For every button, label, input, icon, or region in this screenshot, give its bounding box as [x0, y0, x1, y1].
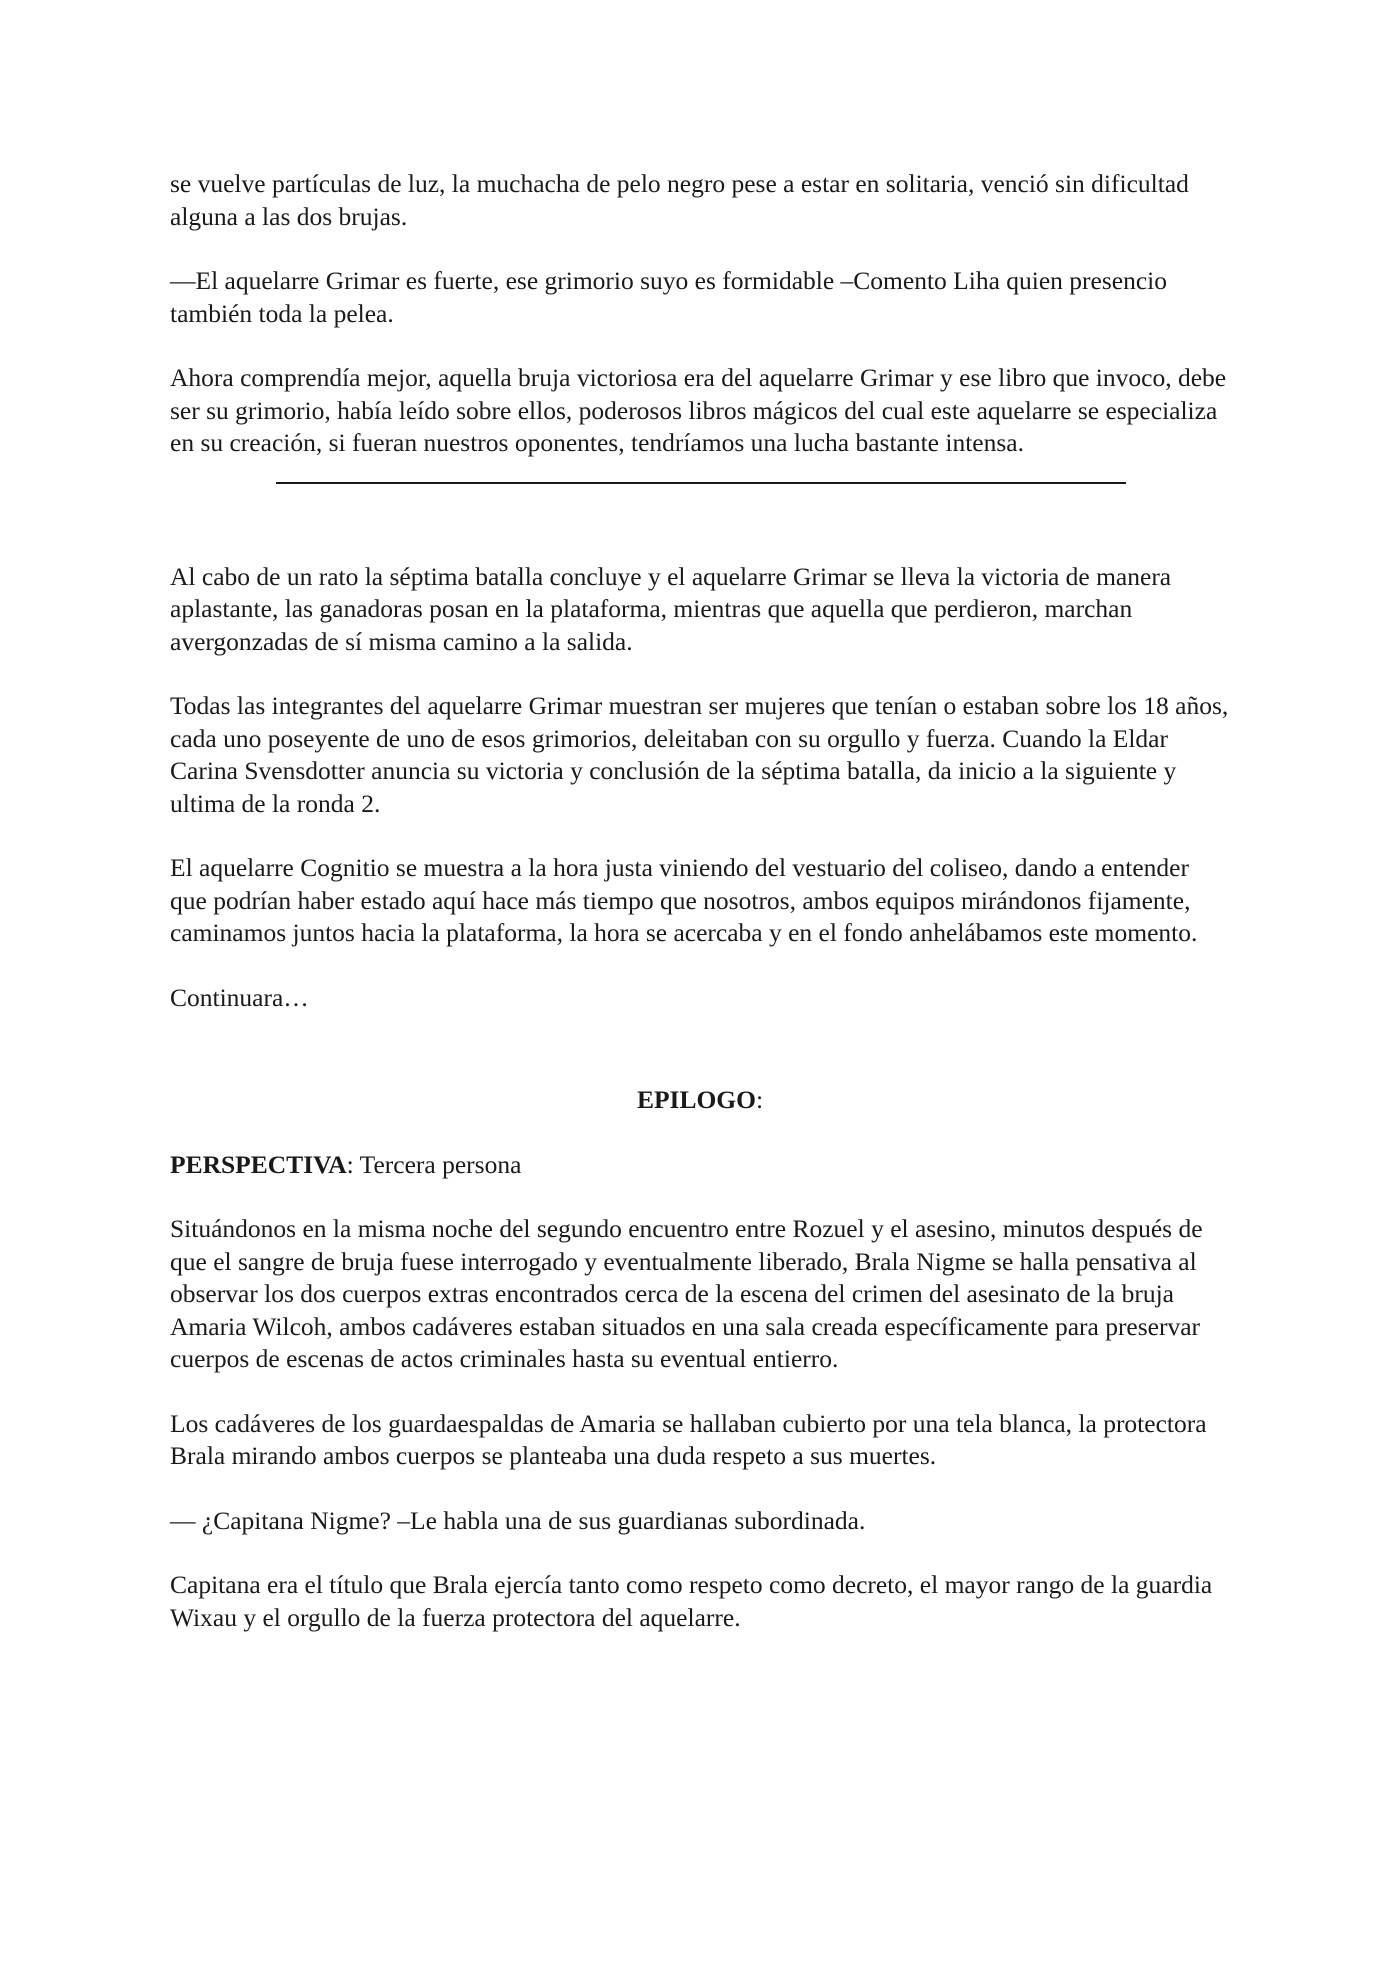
perspective-colon: : — [346, 1149, 354, 1179]
perspective-label: PERSPECTIVA — [170, 1149, 347, 1179]
paragraph: se vuelve partículas de luz, la muchacha de pelo negro pese a estar en solitaria, venció sin dificultad alguna a las dos brujas. — [170, 169, 1189, 231]
continue-text: Continuara… — [170, 982, 309, 1012]
epilogue-heading — [170, 1084, 1230, 1117]
paragraph: Situándonos en la misma noche del segundo encuentro entre Rozuel y el asesino, minutos después de que el sangre de bruja fuese interrogado y eventualmente liberado, Brala Nigme se halla pensativa al observar los dos cuerpos extras encontrados cerca de la escena del crimen del asesinato de la bruja Amaria Wilcoh, ambos cadáveres estaban situados en una sala creada específicamente para preservar cuerpos de escenas de actos criminales hasta su eventual entierro. — [170, 1214, 1203, 1373]
perspective-line — [170, 1149, 1230, 1182]
paragraph: Al cabo de un rato la séptima batalla concluye y el aquelarre Grimar se lleva la victoria de manera aplastante, las ganadoras posan en la plataforma, mientras que aquella que perdieron, marchan avergonzadas de sí misma camino a la salida. — [170, 561, 1172, 656]
section-divider — [276, 482, 1126, 484]
dialogue-line: — ¿Capitana Nigme? –Le habla una de sus guardianas subordinada. — [170, 1505, 866, 1535]
paragraph: —El aquelarre Grimar es fuerte, ese grimorio suyo es formidable –Comento Liha quien presencio también toda la pelea. — [170, 266, 1168, 328]
paragraph: Capitana era el título que Brala ejercía tanto como respeto como decreto, el mayor rango de la guardia Wixau y el orgullo de la fuerza protectora del aquelarre. — [170, 1570, 1213, 1632]
paragraph: Todas las integrantes del aquelarre Grimar muestran ser mujeres que tenían o estaban sobre los 18 años, cada uno poseyente de uno de esos grimorios, deleitaban con su orgullo y fuerza. Cuando la Eldar Carina Svensdotter anuncia su victoria y conclusión de la séptima batalla, da inicio a la siguiente y ultima de la ronda 2. — [170, 691, 1229, 818]
paragraph: El aquelarre Cognitio se muestra a la hora justa viniendo del vestuario del coliseo, dando a entender que podrían haber estado aquí hace más tiempo que nosotros, ambos equipos mirándonos fijamente, caminamos juntos hacia la plataforma, la hora se acercaba y en el fondo anhelábamos este momento. — [170, 853, 1198, 947]
document-page — [170, 168, 1230, 1666]
paragraph: Los cadáveres de los guardaespaldas de Amaria se hallaban cubierto por una tela blanca, la protectora Brala mirando ambos cuerpos se planteaba una duda respeto a sus muertes. — [170, 1408, 1207, 1470]
epilogue-title-colon: : — [755, 1085, 764, 1114]
perspective-value: Tercera persona — [353, 1149, 522, 1179]
paragraph: Ahora comprendía mejor, aquella bruja victoriosa era del aquelarre Grimar y ese libro que invoco, debe ser su grimorio, había leído sobre ellos, poderosos libros mágicos del cual este aquelarre se especializa en su creación, si fueran nuestros oponentes, tendríamos una lucha bastante intensa. — [170, 363, 1227, 457]
epilogue-title: EPILOGO — [636, 1085, 756, 1114]
